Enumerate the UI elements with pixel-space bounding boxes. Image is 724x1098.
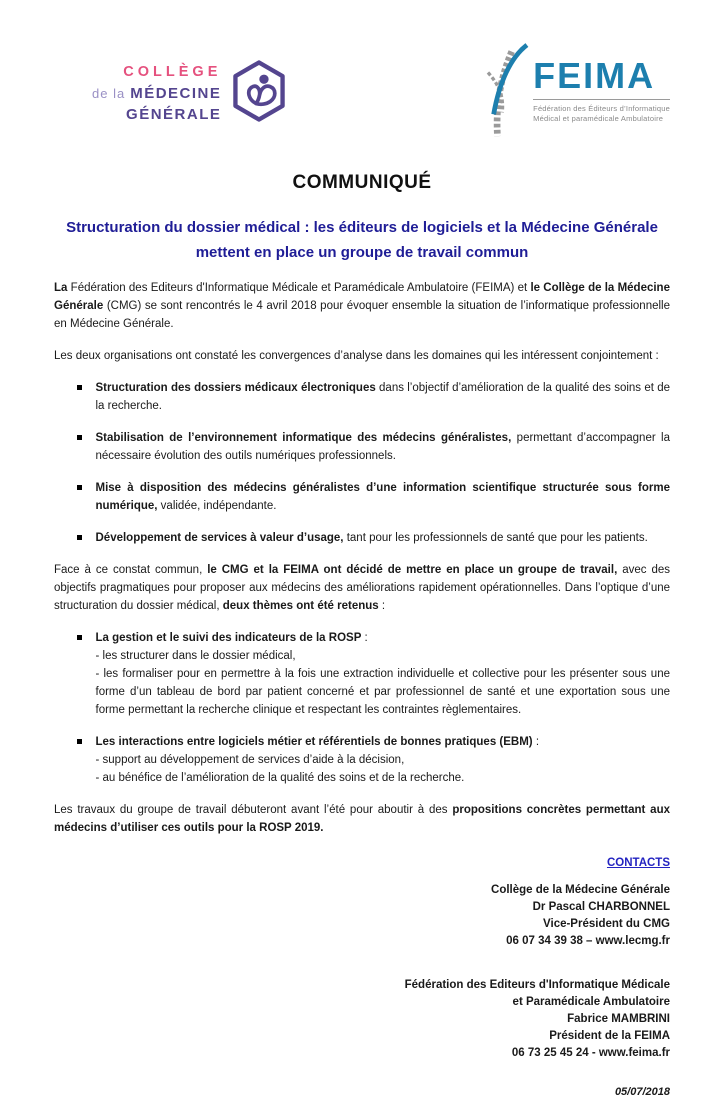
document-header [54,0,670,144]
cmg-contact-phone-url: 06 07 34 39 38 – www.lecmg.fr [506,935,670,947]
list-item [54,429,670,465]
bullet-text: Structuration des dossiers médicaux électroniques dans l’objectif d’amélioration de la qualité des soins et de la recherche. [95,382,670,412]
document-title: COMMUNIQUÉ [292,172,432,193]
convergences-intro-paragraph: Les deux organisations ont constaté les convergences d’analyse dans les domaines qui les intéressent conjointement : [54,350,659,362]
bullet-square-icon [77,635,82,640]
bullet-square-icon [77,435,82,440]
feima-contact-person: Fabrice MAMBRINI [567,1013,670,1025]
list-item [54,629,670,719]
bullet-text: Stabilisation de l’environnement informatique des médecins généralistes, permettant d’accompagner la nécessaire évolution des outils numériques professionnels. [95,432,671,462]
feima-contact-block [54,977,670,1062]
cmg-contact-person: Dr Pascal CHARBONNEL [532,901,670,913]
bullet-square-icon [77,485,82,490]
document-subtitle: Structuration du dossier médical : les éditeurs de logiciels et la Médecine Générale mettent en place un groupe de travail commun [66,219,658,261]
list-item [54,529,670,547]
feima-logo-rule [533,99,670,100]
theme-subline: - les formaliser pour en permettre à la fois une extraction individuelle et collective pour les présenter sous une forme d’un tableau de bord par patient concerné et par professionnel de santé et une exportation sous une forme permettant la recherche clinique et respectant les contraintes règlementaires. [95,668,670,716]
list-item [54,733,670,787]
themes-bullet-list [54,629,670,787]
bullet-square-icon [77,535,82,540]
bullet-square-icon [77,739,82,744]
bullet-text: Développement de services à valeur d’usage, tant pour les professionnels de santé que pour les patients. [95,532,648,544]
cmg-contact-org: Collège de la Médecine Générale [491,884,670,896]
cmg-logo [92,58,290,129]
feima-contact-org-line1: Fédération des Editeurs d'Informatique Médicale [404,979,670,991]
bullet-square-icon [77,385,82,390]
feima-logo-text [533,44,670,123]
convergences-bullet-list [54,379,670,547]
contacts-section [54,855,670,1062]
bullet-text: Mise à disposition des médecins généralistes d’une information scientifique structurée sous forme numérique, validée, indépendante. [95,482,670,512]
bullet-text [96,629,671,719]
cmg-logo-medecine: MÉDECINE [130,85,222,102]
theme-subline: - les structurer dans le dossier médical, [95,650,296,662]
feima-logo [482,44,670,144]
workgroup-paragraph: Face à ce constat commun, le CMG et la FEIMA ont décidé de mettre en place un groupe de travail, avec des objectifs pragmatiques pour proposer aux médecins des améliorations rapidement opérationnelles. Dans l’optique d’une structuration du dossier médical, deux thèmes ont été retenus : [54,564,671,612]
feima-contact-role: Président de la FEIMA [549,1030,670,1042]
feima-contact-org-line2: et Paramédicale Ambulatoire [512,996,670,1008]
list-item [54,479,670,515]
theme-heading: La gestion et le suivi des indicateurs de la ROSP : [95,632,368,644]
theme-subline: - au bénéfice de l’amélioration de la qualité des soins et de la recherche. [95,772,465,784]
theme-heading: Les interactions entre logiciels métier et référentiels de bonnes pratiques (EBM) : [95,736,540,748]
intro-paragraph: La Fédération des Editeurs d'Informatique Médicale et Paramédicale Ambulatoire (FEIMA) et le Collège de la Médecine Générale (CMG) se sont rencontrés le 4 avril 2018 pour évoquer ensemble la situation de l’informatique professionnelle en Médecine Générale. [54,282,670,330]
cmg-logo-college: COLLÈGE [123,64,222,80]
cmg-logo-line2 [92,83,221,104]
cmg-logo-dela: de la [92,86,126,101]
bullet-text [96,733,671,787]
feima-logo-tagline1: Fédération des Éditeurs d’Informatique [533,104,670,113]
feima-contact-phone-url: 06 73 25 45 24 - www.feima.fr [511,1047,670,1059]
cmg-logo-text [92,62,221,125]
feima-logo-tagline2: Médical et paramédicale Ambulatoire [533,113,664,123]
closing-paragraph: Les travaux du groupe de travail débuteront avant l’été pour aboutir à des propositions concrètes permettant aux médecins d’utiliser ces outils pour la ROSP 2019. [54,804,670,834]
cmg-logo-generale: GÉNÉRALE [126,106,222,123]
cmg-contact-role: Vice-Président du CMG [543,918,670,930]
list-item [54,379,670,415]
document-body [54,279,670,837]
feima-logo-name: FEIMA [533,55,656,96]
contacts-link[interactable]: CONTACTS [606,857,670,869]
cmg-hexagon-icon [228,58,290,129]
cmg-contact-block [54,882,670,950]
theme-subline: - support au développement de services d’aide à la décision, [95,754,405,766]
document-date: 05/07/2018 [614,1086,670,1098]
feima-tree-icon [482,44,530,144]
